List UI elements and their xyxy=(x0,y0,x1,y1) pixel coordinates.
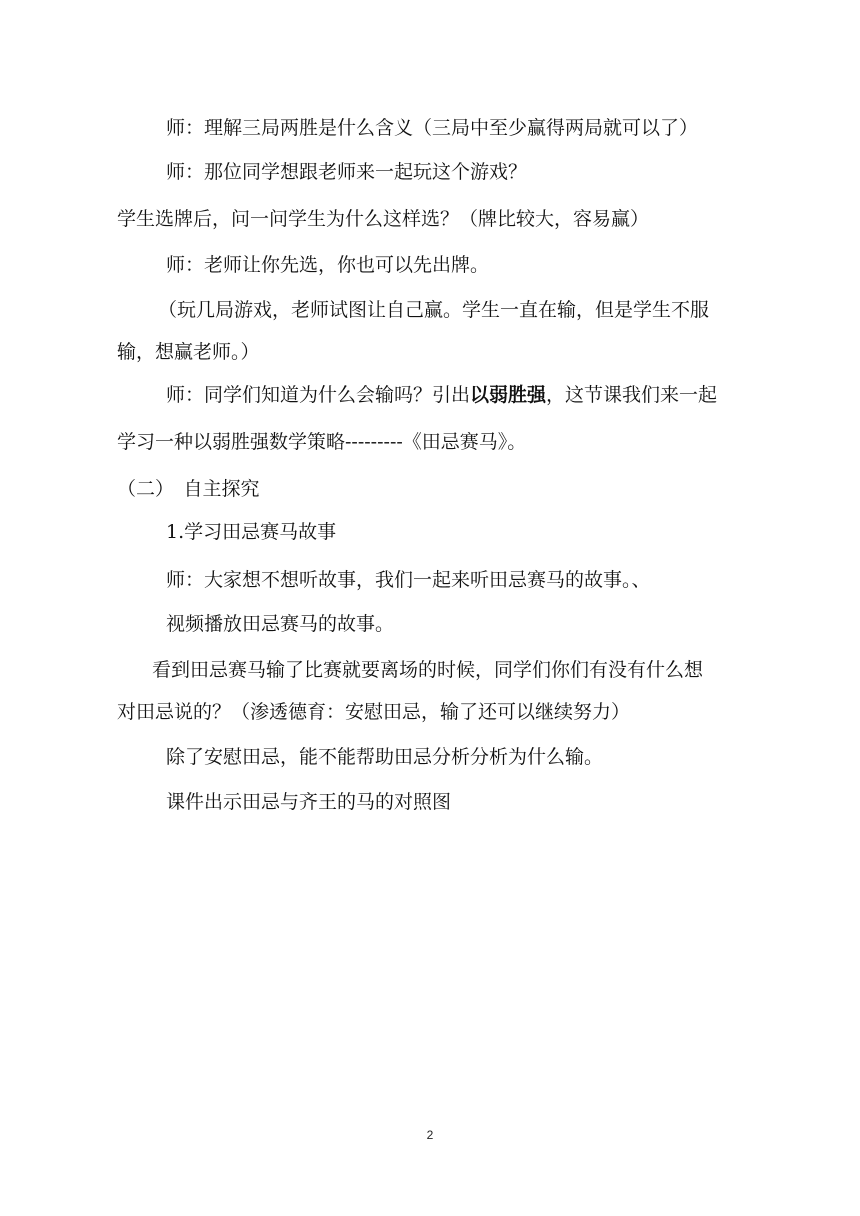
section-heading: （二） 自主探究 xyxy=(117,478,260,500)
paragraph-line: 对田忌说的？（渗透德育：安慰田忌，输了还可以继续努力） xyxy=(117,701,631,723)
paragraph-line: 师：那位同学想跟老师来一起玩这个游戏？ xyxy=(166,161,528,183)
paragraph-line: 课件出示田忌与齐王的马的对照图 xyxy=(166,791,452,813)
paragraph-text: 师：同学们知道为什么会输吗？引出 xyxy=(166,384,471,406)
paragraph-line: 师：大家想不想听故事，我们一起来听田忌赛马的故事。、 xyxy=(166,569,651,591)
emphasis-text: 以弱胜强 xyxy=(470,384,547,406)
paragraph-line: （玩几局游戏，老师试图让自己赢。学生一直在输，但是学生不服 xyxy=(158,299,710,321)
paragraph-line: 学习一种以弱胜强数学策略---------《田忌赛马》。 xyxy=(117,431,527,453)
paragraph-line: 看到田忌赛马输了比赛就要离场的时候，同学们你们有没有什么想 xyxy=(152,659,704,681)
paragraph-line: 除了安慰田忌，能不能帮助田忌分析分析为什么输。 xyxy=(166,746,604,768)
paragraph-line: 师：理解三局两胜是什么含义（三局中至少赢得两局就可以了） xyxy=(166,117,699,139)
paragraph-line-with-emphasis xyxy=(166,383,717,407)
paragraph-line: 学生选牌后，问一问学生为什么这样选？（牌比较大，容易赢） xyxy=(117,208,650,230)
page-number: 2 xyxy=(426,1128,434,1142)
subsection-heading: 1.学习田忌赛马故事 xyxy=(166,521,337,543)
paragraph-line: 师：老师让你先选，你也可以先出牌。 xyxy=(166,254,490,276)
paragraph-text: ，这节课我们来一起 xyxy=(546,384,718,406)
paragraph-line: 输，想赢老师。） xyxy=(117,341,260,363)
paragraph-line: 视频播放田忌赛马的故事。 xyxy=(166,613,395,635)
